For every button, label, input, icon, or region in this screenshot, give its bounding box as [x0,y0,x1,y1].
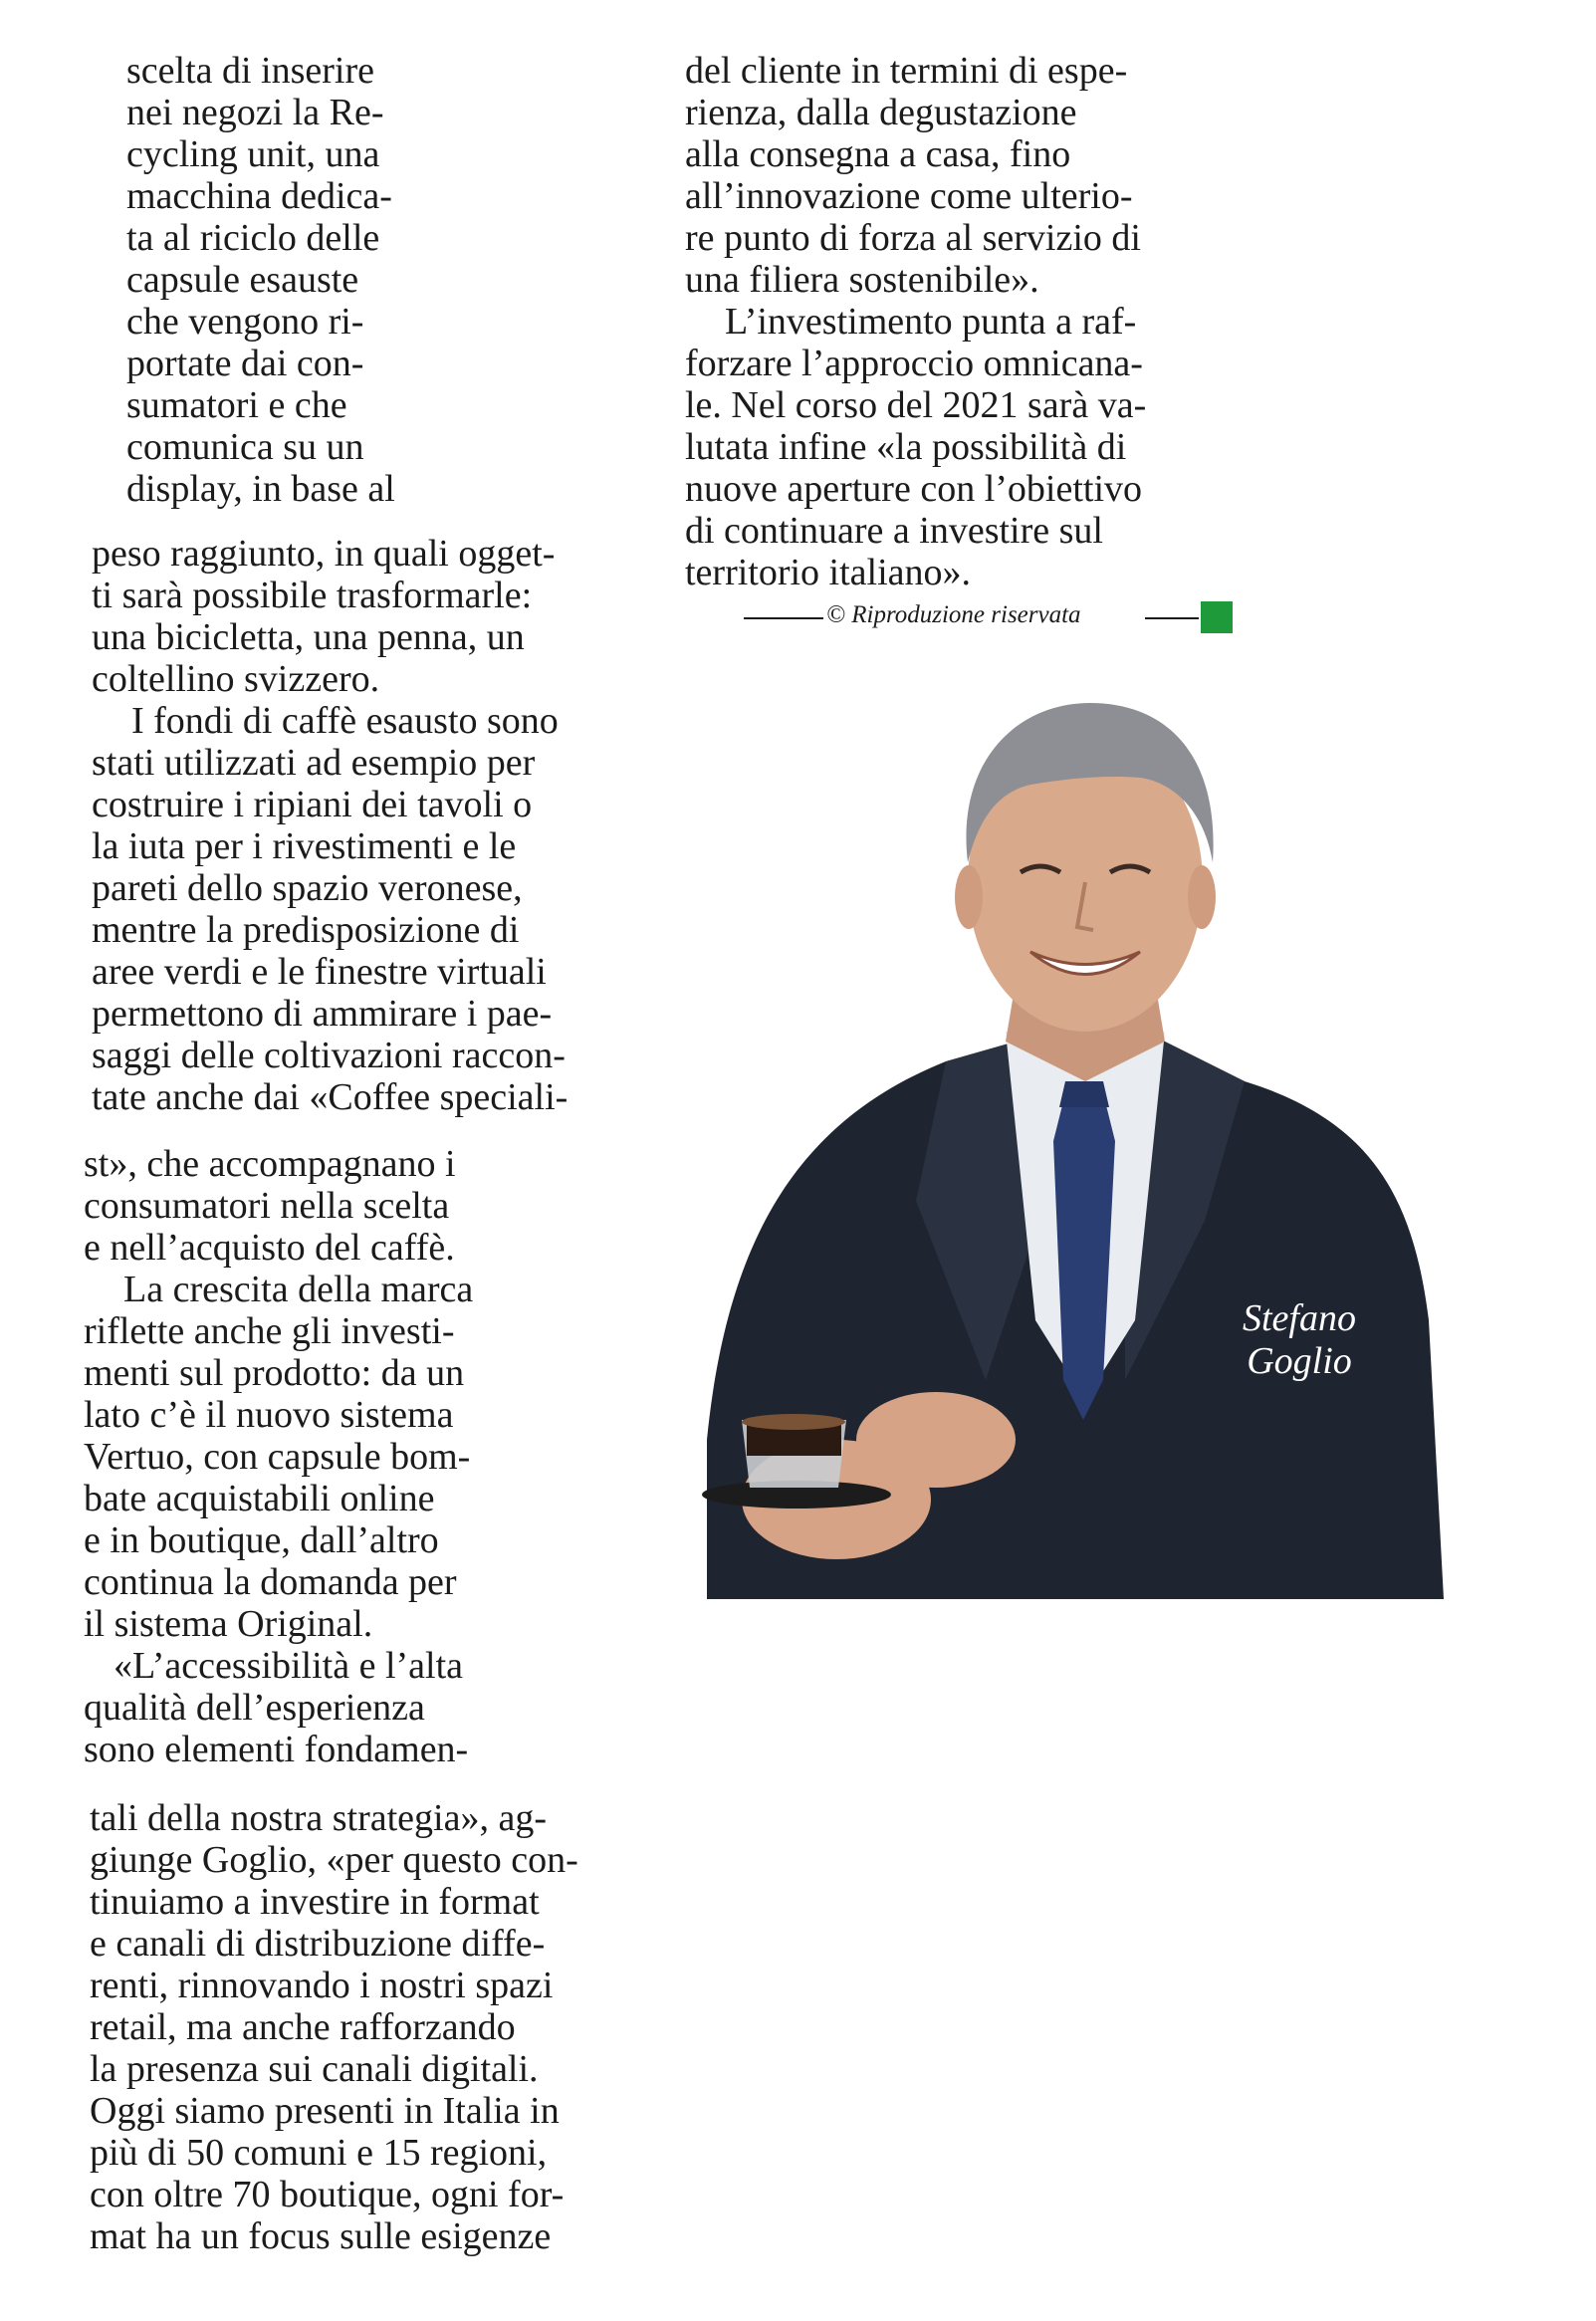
hand-right [856,1392,1016,1488]
text-line: Oggi siamo presenti in Italia in [90,2090,560,2132]
text-line: alla consegna a casa, fino [685,133,1071,175]
text-line: pareti dello spazio veronese, [92,867,523,909]
text-line: stati utilizzati ad esempio per [92,742,536,784]
text-line: coltellino svizzero. [92,658,380,700]
text-line: comunica su un [126,426,364,468]
text-line: nuove aperture con l’obiettivo [685,468,1143,510]
text-line: tali della nostra strategia», ag- [90,1797,547,1839]
text-line: aree verdi e le finestre virtuali [92,951,547,993]
text-line: tate anche dai «Coffee speciali- [92,1076,569,1118]
text-line: che vengono ri- [126,301,364,343]
text-line: ta al riciclo delle [126,217,380,259]
text-line: qualità dell’esperienza [84,1687,425,1729]
text-line: re punto di forza al servizio di [685,217,1141,259]
text-line: mentre la predisposizione di [92,909,520,951]
portrait-photo [687,683,1454,1599]
text-line: all’innovazione come ulterio- [685,175,1133,217]
text-line: le. Nel corso del 2021 sarà va- [685,384,1147,426]
text-line: retail, ma anche rafforzando [90,2006,516,2048]
text-line: rienza, dalla degustazione [685,92,1077,133]
caption-line2: Goglio [1247,1340,1352,1382]
text-line: menti sul prodotto: da un [84,1352,465,1394]
end-square-icon [1201,601,1233,633]
text-line: e canali di distribuzione diffe- [90,1923,546,1965]
text-line: una filiera sostenibile». [685,259,1039,301]
text-line: più di 50 comuni e 15 regioni, [90,2132,548,2174]
text-line: riflette anche gli investi- [84,1310,455,1352]
credit-rule-left [744,617,823,619]
text-line: lato c’è il nuovo sistema [84,1394,454,1436]
text-line: renti, rinnovando i nostri spazi [90,1965,554,2006]
credit-rule-right [1145,617,1199,619]
text-line: capsule esauste [126,259,359,301]
text-line: L’investimento punta a raf- [725,301,1137,343]
text-line: la iuta per i rivestimenti e le [92,825,517,867]
text-line: e nell’acquisto del caffè. [84,1227,455,1269]
text-line: display, in base al [126,468,395,510]
text-line: continua la domanda per [84,1561,457,1603]
text-line: permettono di ammirare i pae- [92,993,553,1035]
text-line: ti sarà possibile trasformarle: [92,575,533,616]
text-line: territorio italiano». [685,552,972,593]
caption-line1: Stefano [1243,1297,1356,1339]
text-line: nei negozi la Re- [126,92,384,133]
text-line: La crescita della marca [123,1269,474,1310]
text-line: portate dai con- [126,343,364,384]
text-line: consumatori nella scelta [84,1185,450,1227]
text-line: sono elementi fondamen- [84,1729,469,1770]
text-line: di continuare a investire sul [685,510,1103,552]
text-line: forzare l’approccio omnicana- [685,343,1143,384]
text-line: una bicicletta, una penna, un [92,616,525,658]
text-line: mat ha un focus sulle esigenze [90,2215,552,2257]
text-line: del cliente in termini di espe- [685,50,1128,92]
text-line: st», che accompagnano i [84,1143,456,1185]
text-line: saggi delle coltivazioni raccon- [92,1035,566,1076]
text-line: bate acquistabili online [84,1478,435,1519]
text-line: I fondi di caffè esausto sono [131,700,559,742]
text-line: giunge Goglio, «per questo con- [90,1839,578,1881]
text-line: costruire i ripiani dei tavoli o [92,784,533,825]
text-line: la presenza sui canali digitali. [90,2048,539,2090]
text-line: tinuiamo a investire in format [90,1881,540,1923]
text-line: con oltre 70 boutique, ogni for- [90,2174,565,2215]
text-line: e in boutique, dall’altro [84,1519,439,1561]
text-line: sumatori e che [126,384,347,426]
text-line: «L’accessibilità e l’alta [114,1645,463,1687]
text-line: peso raggiunto, in quali ogget- [92,533,556,575]
text-line: Vertuo, con capsule bom- [84,1436,471,1478]
text-line: lutata infine «la possibilità di [685,426,1127,468]
text-line: il sistema Original. [84,1603,373,1645]
text-line: scelta di inserire [126,50,375,92]
text-line: macchina dedica- [126,175,392,217]
credit-text: © Riproduzione riservata [826,601,1081,628]
text-line: cycling unit, una [126,133,380,175]
